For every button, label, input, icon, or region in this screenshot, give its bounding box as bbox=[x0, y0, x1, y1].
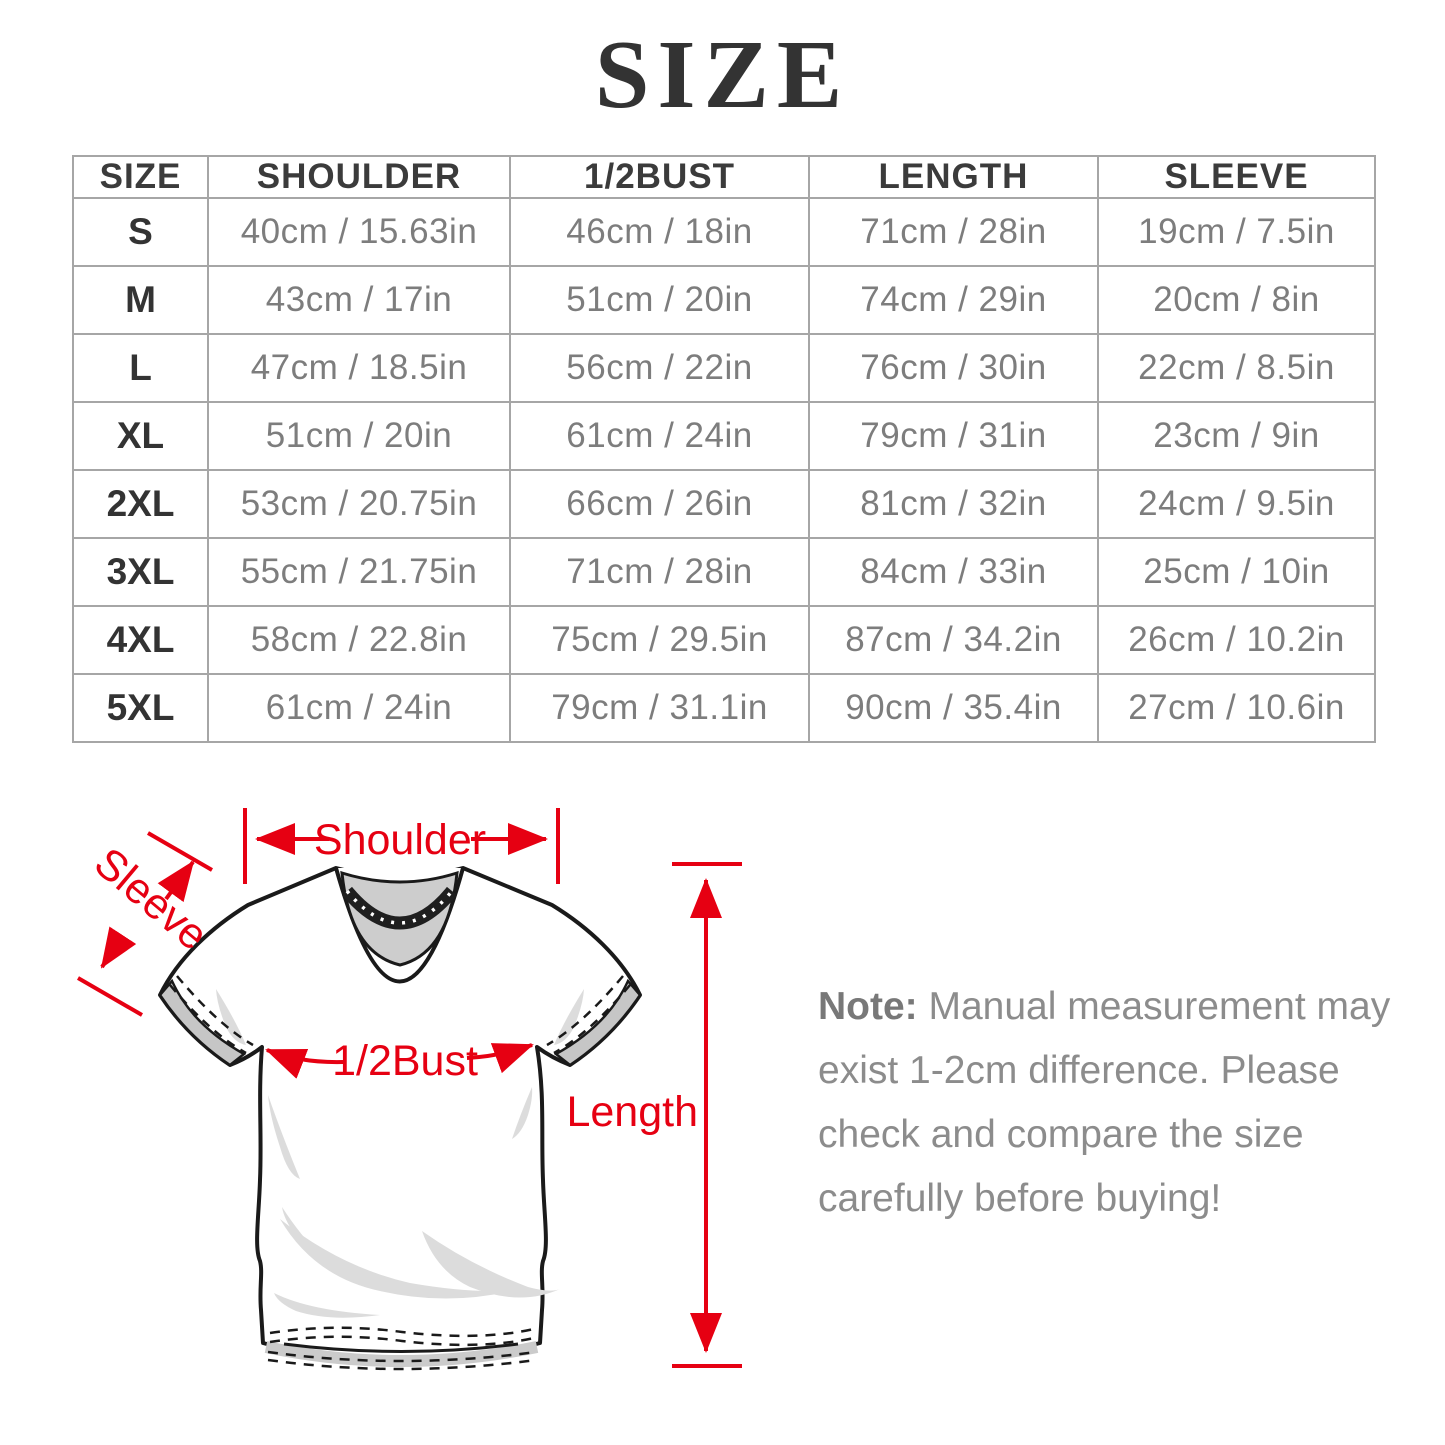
measurement-cell: 74cm / 29in bbox=[809, 266, 1098, 334]
measurement-cell: 26cm / 10.2in bbox=[1098, 606, 1375, 674]
table-row bbox=[73, 334, 1375, 402]
measurement-cell: 23cm / 9in bbox=[1098, 402, 1375, 470]
measurement-cell: 53cm / 20.75in bbox=[208, 470, 510, 538]
measurement-cell: 25cm / 10in bbox=[1098, 538, 1375, 606]
measurement-cell: 79cm / 31.1in bbox=[510, 674, 809, 742]
measurement-cell: 61cm / 24in bbox=[510, 402, 809, 470]
measurement-cell: 79cm / 31in bbox=[809, 402, 1098, 470]
measurement-cell: 76cm / 30in bbox=[809, 334, 1098, 402]
size-label: XL bbox=[73, 402, 208, 470]
note-label: Note: bbox=[818, 985, 918, 1028]
size-table-header bbox=[73, 156, 1375, 198]
size-label: 3XL bbox=[73, 538, 208, 606]
note-block bbox=[818, 975, 1391, 1231]
table-row bbox=[73, 674, 1375, 742]
size-label: 4XL bbox=[73, 606, 208, 674]
table-row bbox=[73, 266, 1375, 334]
length-label: Length bbox=[566, 1088, 698, 1136]
sleeve-tick-top bbox=[148, 833, 212, 870]
measurement-cell: 58cm / 22.8in bbox=[208, 606, 510, 674]
sleeve-arrow-down bbox=[102, 938, 121, 967]
measurement-cell: 47cm / 18.5in bbox=[208, 334, 510, 402]
measurement-cell: 61cm / 24in bbox=[208, 674, 510, 742]
measurement-cell: 55cm / 21.75in bbox=[208, 538, 510, 606]
measurement-cell: 46cm / 18in bbox=[510, 198, 809, 266]
size-label: M bbox=[73, 266, 208, 334]
measurement-cell: 27cm / 10.6in bbox=[1098, 674, 1375, 742]
size-table bbox=[72, 155, 1374, 743]
shoulder-label: Shoulder bbox=[313, 816, 487, 864]
measurement-cell: 84cm / 33in bbox=[809, 538, 1098, 606]
measurement-cell: 66cm / 26in bbox=[510, 470, 809, 538]
measurement-cell: 51cm / 20in bbox=[510, 266, 809, 334]
measurement-cell: 24cm / 9.5in bbox=[1098, 470, 1375, 538]
halfbust-label: 1/2Bust bbox=[332, 1037, 478, 1085]
header-halfbust: 1/2BUST bbox=[510, 156, 809, 198]
measurement-cell: 71cm / 28in bbox=[809, 198, 1098, 266]
size-label: L bbox=[73, 334, 208, 402]
note-line bbox=[818, 975, 1391, 1039]
measurement-cell: 51cm / 20in bbox=[208, 402, 510, 470]
table-row bbox=[73, 538, 1375, 606]
table-row bbox=[73, 606, 1375, 674]
measurement-cell: 87cm / 34.2in bbox=[809, 606, 1098, 674]
header-shoulder: SHOULDER bbox=[208, 156, 510, 198]
note-line: check and compare the size bbox=[818, 1113, 1304, 1156]
size-table-body bbox=[73, 198, 1375, 742]
measurement-cell: 43cm / 17in bbox=[208, 266, 510, 334]
measurement-cell: 71cm / 28in bbox=[510, 538, 809, 606]
size-label: 2XL bbox=[73, 470, 208, 538]
table-row bbox=[73, 198, 1375, 266]
table-row bbox=[73, 402, 1375, 470]
header-sleeve: SLEEVE bbox=[1098, 156, 1375, 198]
measurement-cell: 56cm / 22in bbox=[510, 334, 809, 402]
size-label: 5XL bbox=[73, 674, 208, 742]
size-label: S bbox=[73, 198, 208, 266]
note-line: exist 1-2cm difference. Please bbox=[818, 1049, 1340, 1092]
measurement-cell: 40cm / 15.63in bbox=[208, 198, 510, 266]
tshirt-measurement-diagram bbox=[50, 795, 770, 1415]
sleeve-label: Sleeve bbox=[85, 838, 217, 960]
note-line: carefully before buying! bbox=[818, 1177, 1222, 1220]
header-size: SIZE bbox=[73, 156, 208, 198]
measurement-cell: 90cm / 35.4in bbox=[809, 674, 1098, 742]
measurement-cell: 81cm / 32in bbox=[809, 470, 1098, 538]
table-row bbox=[73, 470, 1375, 538]
measurement-cell: 22cm / 8.5in bbox=[1098, 334, 1375, 402]
header-length: LENGTH bbox=[809, 156, 1098, 198]
note-text: Manual measurement may bbox=[928, 985, 1391, 1028]
measurement-cell: 19cm / 7.5in bbox=[1098, 198, 1375, 266]
sleeve-tick-bottom bbox=[78, 978, 142, 1015]
measurement-cell: 20cm / 8in bbox=[1098, 266, 1375, 334]
page-title: SIZE bbox=[594, 21, 851, 129]
measurement-cell: 75cm / 29.5in bbox=[510, 606, 809, 674]
header-row bbox=[73, 156, 1375, 198]
